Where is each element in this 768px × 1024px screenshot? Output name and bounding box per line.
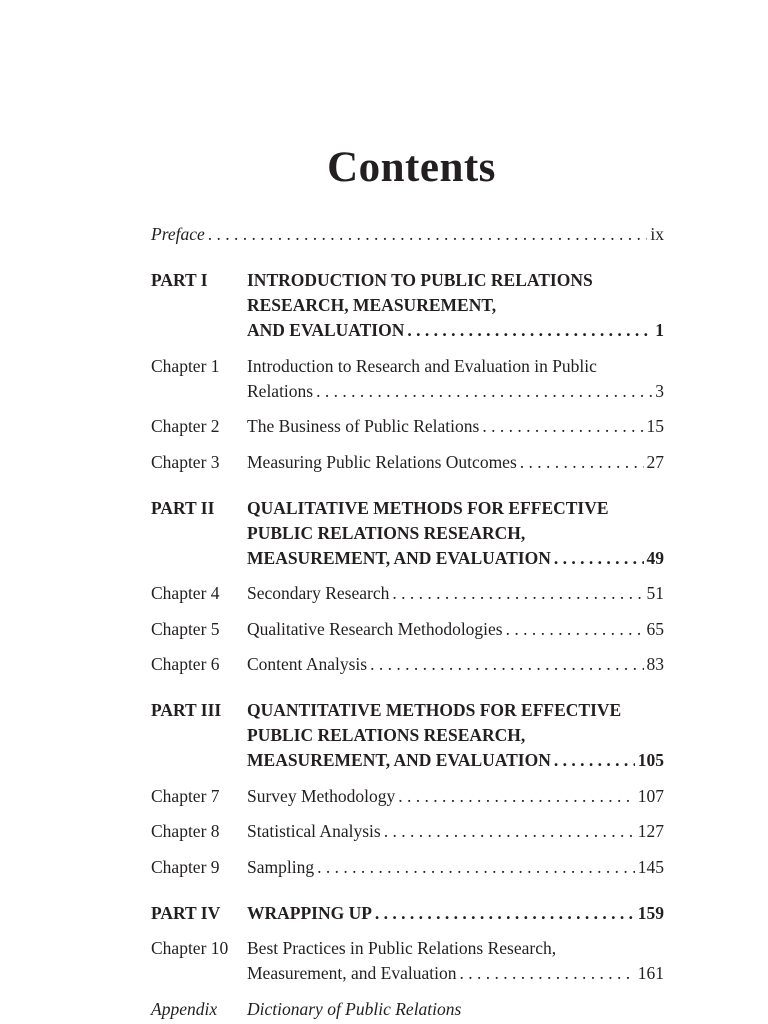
- page-number: 3: [655, 380, 664, 401]
- chapter-title: Sampling: [247, 856, 315, 877]
- page-number: 159: [637, 902, 664, 923]
- chapter-label: Chapter 9: [151, 856, 220, 877]
- toc-entry-preface[interactable]: [151, 222, 664, 247]
- leader-dots: [370, 652, 643, 677]
- leader-dots: [384, 819, 635, 844]
- toc-entry-chapter-1[interactable]: [151, 354, 664, 404]
- toc-entry-chapter-5[interactable]: [151, 617, 664, 642]
- chapter-title-line: Introduction to Research and Evaluation in Public: [247, 355, 597, 376]
- page-number: 51: [646, 583, 664, 603]
- toc-entry-chapter-3[interactable]: [151, 450, 664, 475]
- preface-label: Preface: [151, 224, 205, 244]
- leader-dots: [316, 379, 652, 404]
- page-number: 1: [655, 320, 664, 340]
- part-title-line: WRAPPING UP: [247, 902, 372, 923]
- leader-dots: [208, 222, 648, 247]
- leader-dots: [392, 581, 643, 606]
- chapter-title-line: Best Practices in Public Relations Research,: [247, 938, 557, 958]
- toc-entry-appendix[interactable]: [151, 997, 664, 1022]
- page-number: 49: [646, 547, 664, 568]
- chapter-label: Chapter 7: [151, 785, 220, 806]
- part-title-line: PUBLIC RELATIONS RESEARCH,: [247, 522, 526, 543]
- appendix-title: Dictionary of Public Relations: [247, 998, 462, 1019]
- toc-entry-chapter-2[interactable]: [151, 414, 664, 439]
- page-number: 107: [637, 785, 664, 806]
- chapter-title: Qualitative Research Methodologies: [247, 618, 503, 639]
- toc-entry-part-2[interactable]: [151, 496, 664, 571]
- chapter-title: Measuring Public Relations Outcomes: [247, 451, 517, 472]
- chapter-label: Chapter 10: [151, 938, 229, 958]
- chapter-label: Chapter 5: [151, 618, 220, 639]
- toc-entry-chapter-7[interactable]: [151, 784, 664, 809]
- leader-dots: [375, 901, 635, 926]
- chapter-title: Secondary Research: [247, 583, 390, 603]
- part-title-line: MEASUREMENT, AND EVALUATION: [247, 547, 551, 568]
- leader-dots: [459, 961, 634, 986]
- chapter-label: Chapter 4: [151, 583, 220, 603]
- part-title-line: QUALITATIVE METHODS FOR EFFECTIVE: [247, 497, 609, 518]
- chapter-title: Content Analysis: [247, 654, 368, 674]
- chapter-label: Chapter 3: [151, 451, 220, 472]
- page-number: 83: [646, 654, 664, 674]
- leader-dots: [554, 546, 644, 571]
- chapter-title: Statistical Analysis: [247, 821, 381, 841]
- page-number: ix: [650, 224, 664, 244]
- part-label: PART IV: [151, 902, 221, 923]
- toc-entry-chapter-6[interactable]: [151, 652, 664, 677]
- appendix-label: Appendix: [151, 998, 218, 1019]
- chapter-label: Chapter 2: [151, 416, 220, 436]
- chapter-title-line: Relations: [247, 380, 314, 401]
- page-number: 15: [646, 416, 664, 436]
- leader-dots: [520, 450, 644, 475]
- toc-entry-part-1[interactable]: [151, 268, 664, 343]
- part-label: PART II: [151, 497, 215, 518]
- page-number: 161: [637, 963, 664, 983]
- chapter-title-line: Measurement, and Evaluation: [247, 963, 457, 983]
- part-title-line: QUANTITATIVE METHODS FOR EFFECTIVE: [247, 700, 622, 720]
- toc-entry-chapter-9[interactable]: [151, 855, 664, 880]
- toc-entry-part-4[interactable]: [151, 901, 664, 926]
- leader-dots: [407, 318, 652, 343]
- page-number: 105: [637, 750, 664, 770]
- toc-entry-chapter-4[interactable]: [151, 581, 664, 606]
- toc-entry-part-3[interactable]: [151, 698, 664, 773]
- part-title-line: INTRODUCTION TO PUBLIC RELATIONS: [247, 270, 593, 290]
- chapter-label: Chapter 8: [151, 821, 220, 841]
- chapter-title: The Business of Public Relations: [247, 416, 480, 436]
- toc-entry-chapter-8[interactable]: [151, 819, 664, 844]
- chapter-label: Chapter 6: [151, 654, 220, 674]
- part-title-line: RESEARCH, MEASUREMENT,: [247, 295, 497, 315]
- leader-dots: [506, 617, 644, 642]
- toc-entry-chapter-10[interactable]: [151, 936, 664, 986]
- part-title-line: AND EVALUATION: [247, 320, 405, 340]
- leader-dots: [554, 748, 635, 773]
- leader-dots: [482, 414, 643, 439]
- leader-dots: [398, 784, 634, 809]
- leader-dots: [317, 855, 635, 880]
- chapter-label: Chapter 1: [151, 355, 220, 376]
- part-label: PART III: [151, 700, 222, 720]
- part-label: PART I: [151, 270, 208, 290]
- page-number: 27: [646, 451, 664, 472]
- page-number: 145: [637, 856, 664, 877]
- toc-list: [151, 222, 664, 1022]
- page-number: 65: [646, 618, 664, 639]
- page-number: 127: [637, 821, 664, 841]
- chapter-title: Survey Methodology: [247, 785, 396, 806]
- part-title-line: PUBLIC RELATIONS RESEARCH,: [247, 725, 526, 745]
- page-title: Contents: [327, 144, 496, 191]
- part-title-line: MEASUREMENT, AND EVALUATION: [247, 750, 551, 770]
